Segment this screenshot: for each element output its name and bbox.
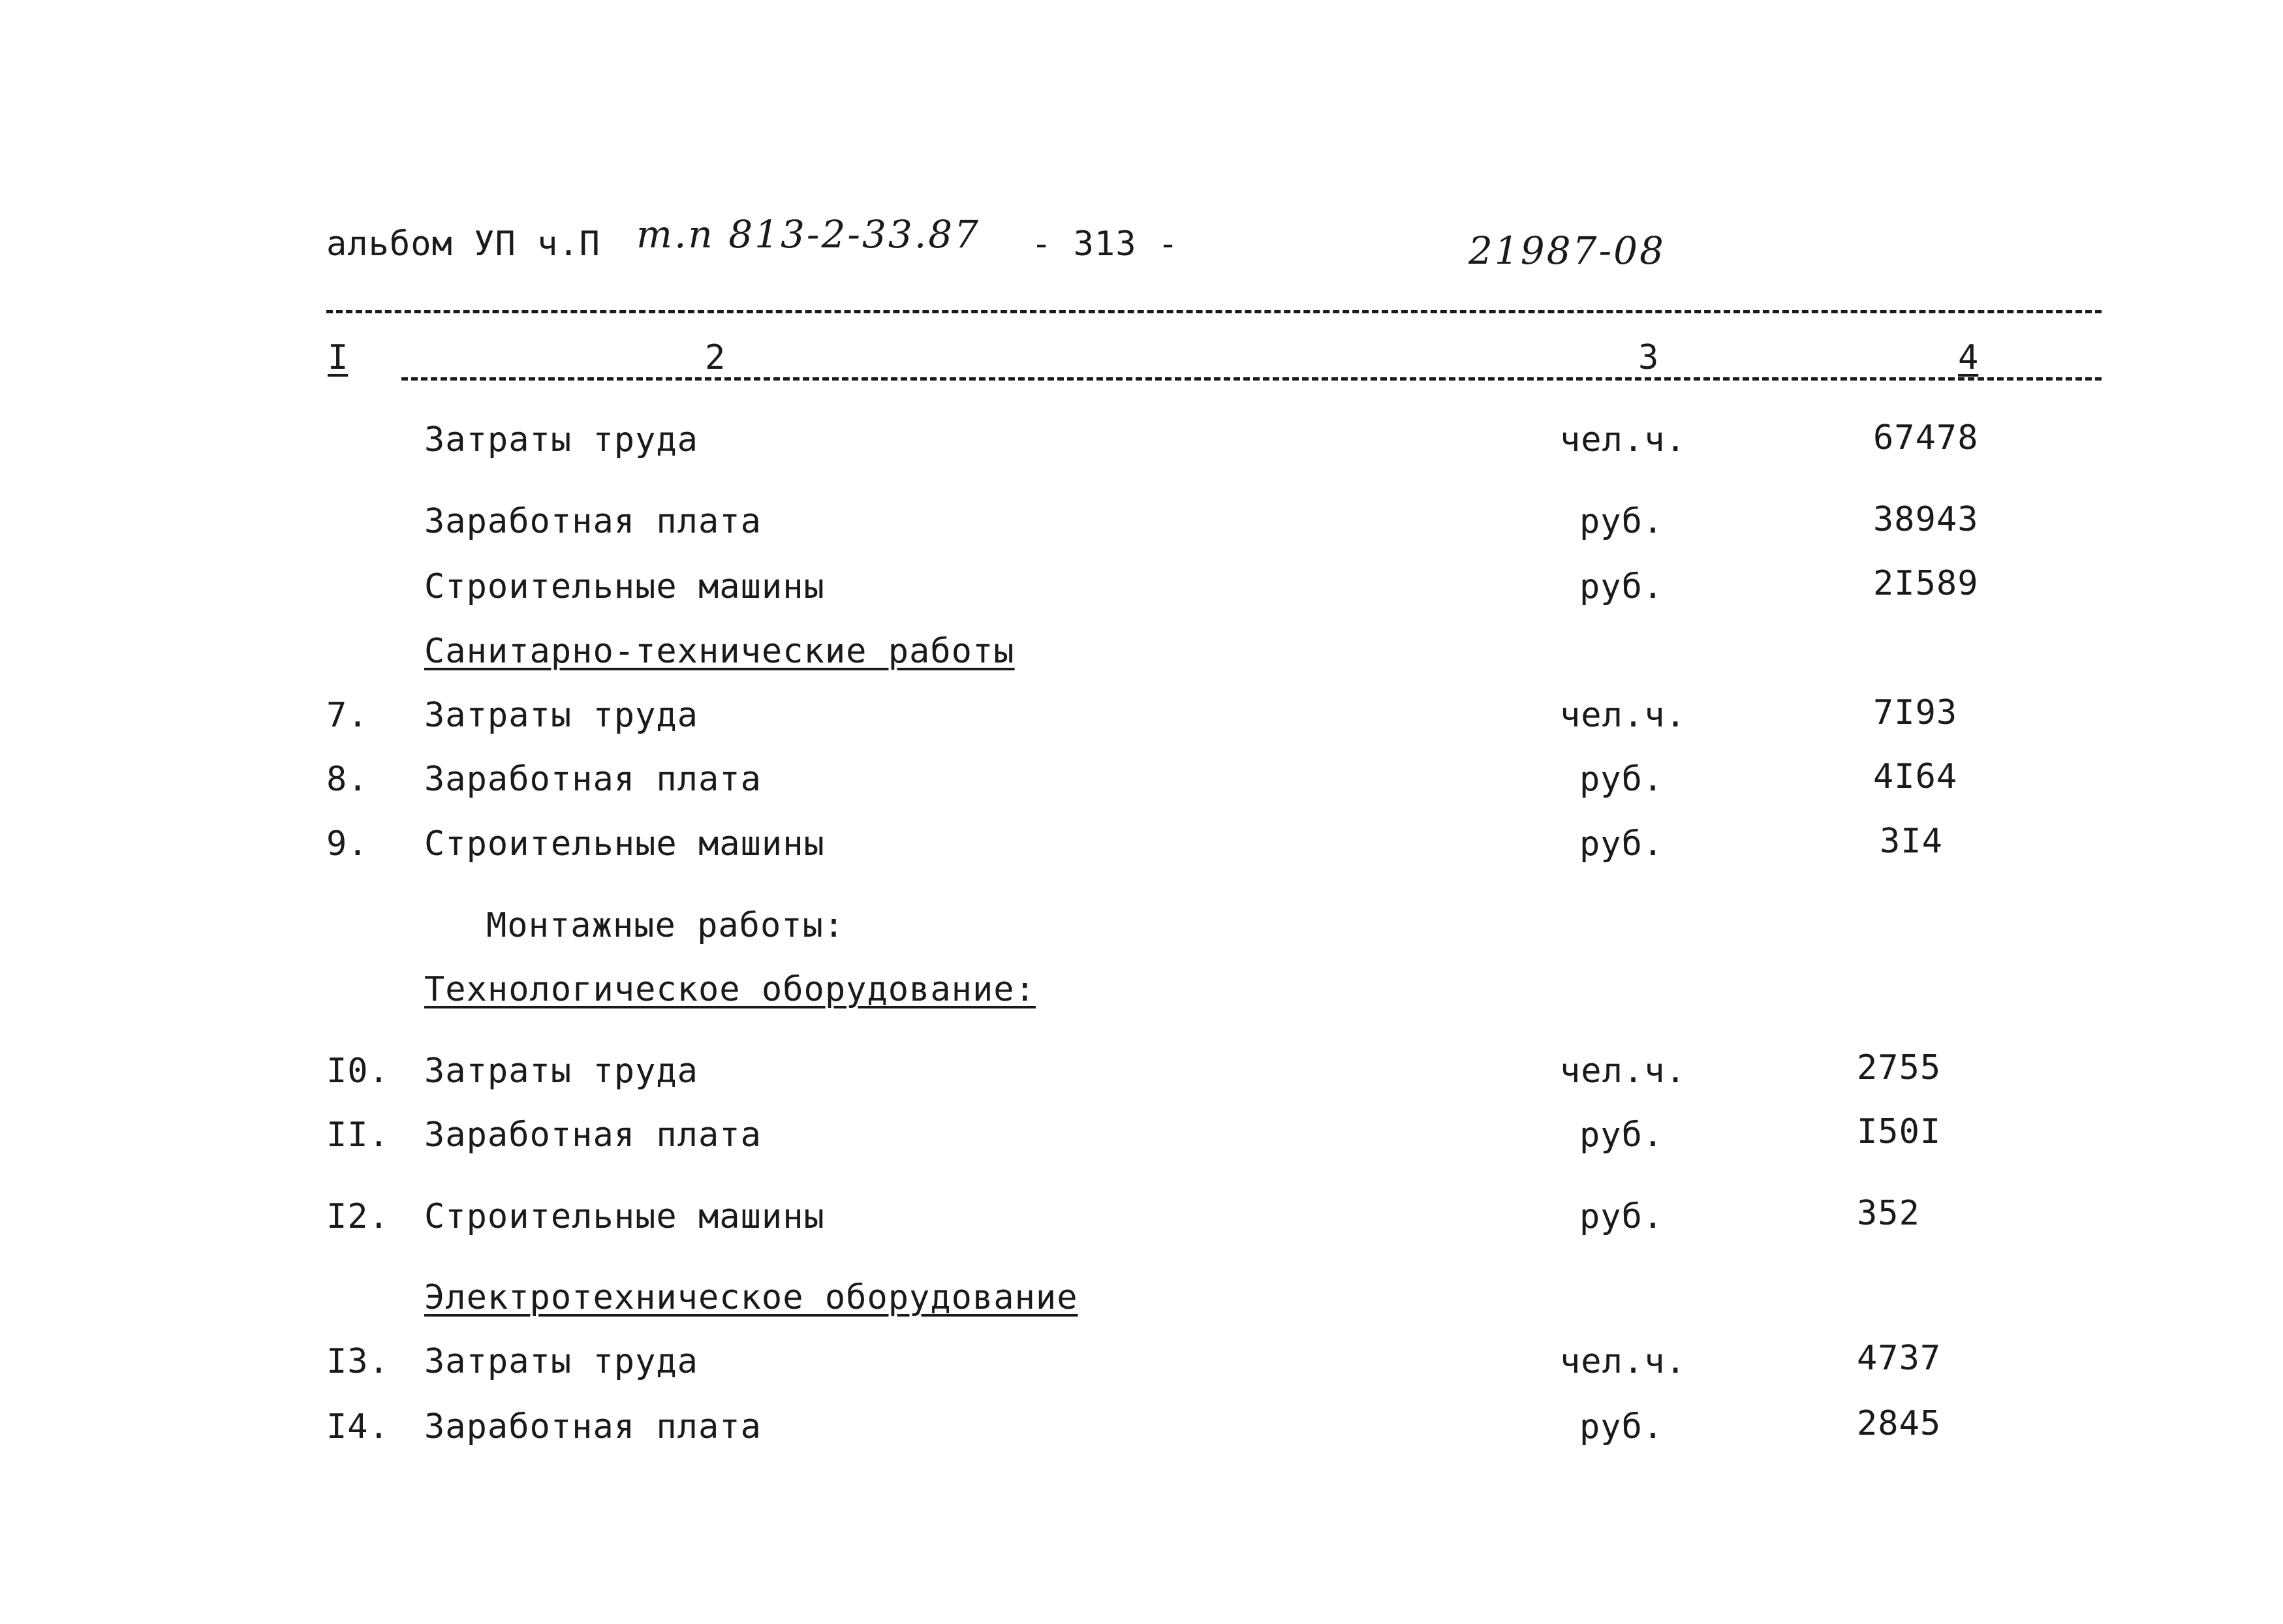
row-unit: руб. [1579,760,1664,799]
section-title: Санитарно-технические работы [424,632,1015,671]
section-title: Технологическое оборудование: [424,970,1036,1009]
row-name: Строительные машины [424,824,825,864]
row-unit: руб. [1579,1197,1664,1236]
row-value: 4737 [1857,1339,1942,1378]
subsection-heading: Монтажные работы: [486,906,845,945]
album-label: альбом УП ч.П [326,225,600,264]
row-name: Затраты труда [424,696,698,735]
row-number: I2. [326,1197,390,1236]
row-number: 9. [326,824,369,864]
row-value: 38943 [1873,500,1979,539]
row-value: 3I4 [1880,822,1943,861]
row-unit: руб. [1579,824,1664,864]
column-header-line [401,377,2102,381]
header-separator-line [326,310,2102,313]
row-name: Заработная плата [424,760,762,799]
row-name: Затраты труда [424,420,698,460]
column-number-3: 3 [1632,341,1665,375]
row-value: 2755 [1857,1048,1942,1087]
row-value: 7I93 [1873,693,1958,732]
section-title: Электротехническое оборудование [424,1278,1078,1317]
row-name: Заработная плата [424,1407,762,1446]
row-value: 2845 [1857,1404,1942,1443]
row-value: I50I [1857,1112,1942,1151]
row-unit: руб. [1579,502,1664,541]
column-number-4: 4 [1951,341,1985,375]
row-name: Строительные машины [424,567,825,606]
row-number: 7. [326,696,369,735]
row-value: 2I589 [1873,564,1979,603]
row-value: 4I64 [1873,757,1958,796]
page-number: - 313 - [1031,225,1179,264]
row-name: Затраты труда [424,1342,698,1381]
row-name: Заработная плата [424,1116,762,1155]
row-unit: чел.ч. [1560,420,1686,460]
row-value: 67478 [1873,418,1979,458]
column-number-1: I [321,341,354,375]
row-unit: руб. [1579,1116,1664,1155]
row-number: I3. [326,1342,390,1381]
row-number: 8. [326,760,369,799]
row-number: I0. [326,1052,390,1091]
row-number: I4. [326,1407,390,1446]
row-unit: чел.ч. [1560,696,1686,735]
project-code: т.п 813-2-33.87 [636,212,981,257]
row-unit: руб. [1579,567,1664,606]
row-number: II. [326,1116,390,1155]
row-unit: чел.ч. [1560,1052,1686,1091]
row-name: Строительные машины [424,1197,825,1236]
row-name: Заработная плата [424,502,762,541]
row-name: Затраты труда [424,1052,698,1091]
row-unit: чел.ч. [1560,1342,1686,1381]
row-unit: руб. [1579,1407,1664,1446]
row-value: 352 [1857,1194,1920,1233]
document-number: 21987-08 [1468,228,1666,273]
column-number-2: 2 [698,341,732,375]
